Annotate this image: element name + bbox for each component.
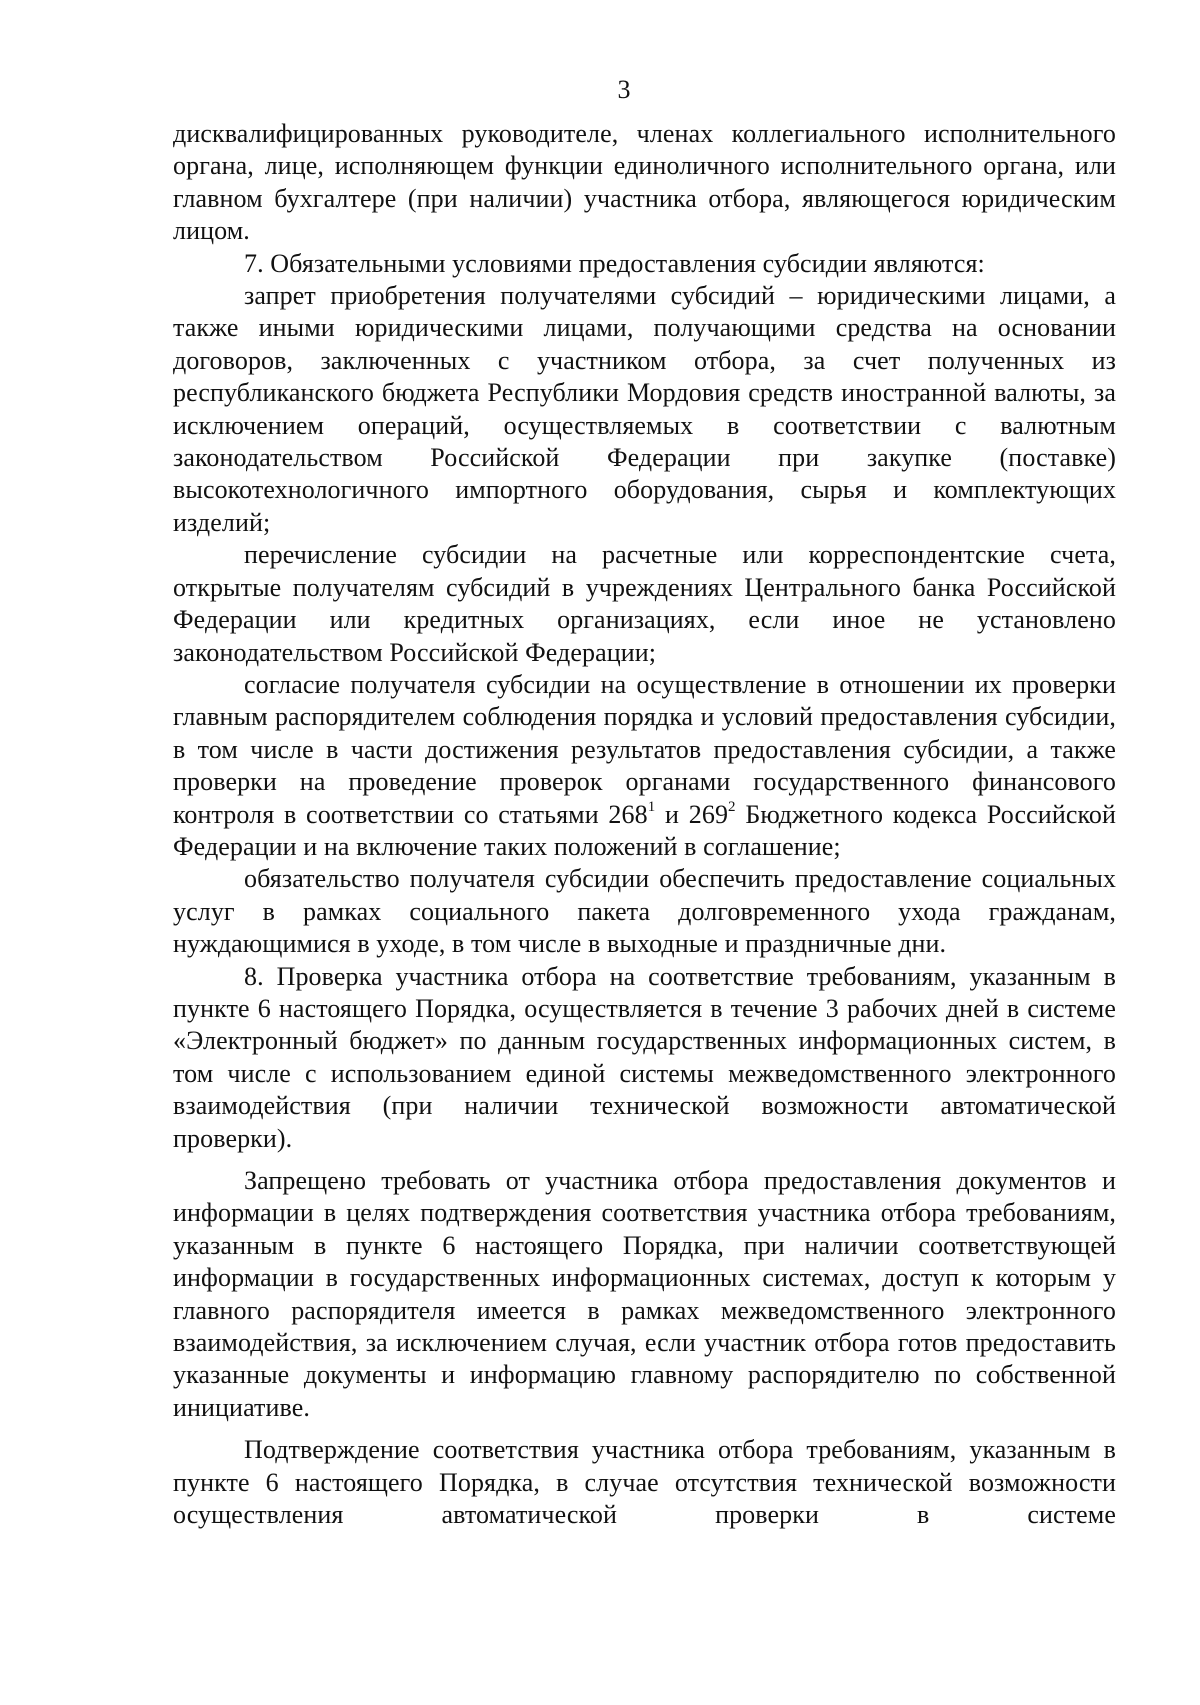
paragraph-currency-ban: запрет приобретения получателями субсидий – юридическими лицами, а также иными юридическими лицами, получающими средства на основании договоров, заключенных с участником отбора, за счет полученных из республиканского бюджета Республики Мордовия средств иностранной валюты, за исключением операций, осуществляемых в соответствии с валютным законодательством Российской Федерации при закупке (поставке) высокотехнологичного импортного оборудования, сырья и комплектующих изделий; bbox=[173, 281, 1116, 537]
paragraph-transfer-accounts: перечисление субсидии на расчетные или корреспондентские счета, открытые получателям субсидий в учреждениях Центрального банка Российской Федерации или кредитных организациях, если иное не установлено законодательством Российской Федерации; bbox=[173, 540, 1116, 667]
consent-text-part-1: согласие получателя субсидии на осуществление в отношении их проверки главным распорядителем соблюдения порядка и условий предоставления субсидии, в том числе в части достижения результатов предоставления субсидии, а также проверки на проведение проверок органами государственного финансового контроля в соответствии со статьями 268 bbox=[173, 669, 1116, 829]
paragraph-social-services-obligation: обязательство получателя субсидии обеспечить предоставление социальных услуг в рамках социального пакета долговременного ухода гражданам, нуждающимися в уходе, в том числе в выходные и праздничные дни. bbox=[173, 864, 1116, 959]
consent-text-part-2: и 269 bbox=[655, 799, 729, 829]
paragraph-continuation: дисквалифицированных руководителе, членах коллегиального исполнительного органа, лице, исполняющем функции единоличного исполнительного органа, или главном бухгалтере (при наличии) участника отбора, являющегося юридическим лицом. bbox=[173, 119, 1116, 246]
page-number: 3 bbox=[617, 75, 631, 104]
paragraph-consent-inspection bbox=[173, 669, 1116, 863]
paragraph-confirmation: Подтверждение соответствия участника отбора требованиям, указанным в пункте 6 настоящего Порядка, в случае отсутствия технической возможности осуществления автоматической проверки в системе bbox=[173, 1435, 1116, 1530]
document-body bbox=[173, 118, 1116, 1531]
article-269-superscript: 2 bbox=[728, 798, 736, 815]
article-268-superscript: 1 bbox=[647, 798, 656, 815]
paragraph-documents-prohibition: Запрещено требовать от участника отбора предоставления документов и информации в целях подтверждения соответствия участника отбора требованиям, указанным в пункте 6 настоящего Порядка, при наличии соответствующей информации в государственных информационных системах, доступ к которым у главного распорядителя имеется в рамках межведомственного электронного взаимодействия, за исключением случая, если участник отбора готов предоставить указанные документы и информацию главному распорядителю по собственной инициативе. bbox=[173, 1166, 1116, 1422]
paragraph-item-8-verification: 8. Проверка участника отбора на соответствие требованиям, указанным в пункте 6 настоящего Порядка, осуществляется в течение 3 рабочих дней в системе «Электронный бюджет» по данным государственных информационных систем, в том числе с использованием единой системы межведомственного электронного взаимодействия (при наличии технической возможности автоматической проверки). bbox=[173, 961, 1116, 1153]
consent-text-part-3: Бюджетного кодекса Российской Федерации и на включение таких положений в соглашение; bbox=[173, 799, 1116, 861]
paragraph-item-7-heading: 7. Обязательными условиями предоставления субсидии являются: bbox=[244, 248, 985, 278]
